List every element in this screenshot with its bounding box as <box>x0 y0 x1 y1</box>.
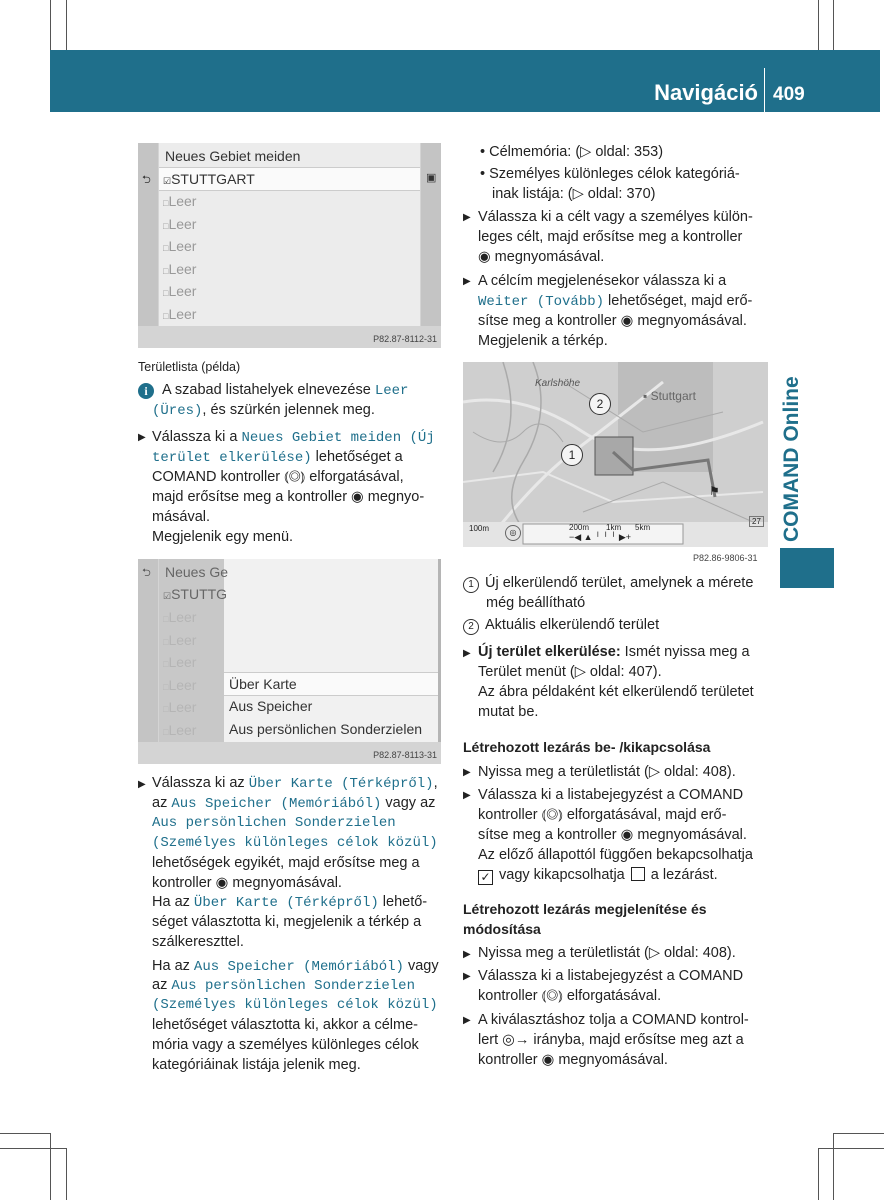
step-code: Aus persönlichen Sonderzielen <box>152 815 396 831</box>
screen-title: Neues Ge <box>165 564 229 580</box>
side-tab-bar <box>780 548 834 588</box>
step-text: kontroller ◉ megnyomásával. <box>152 875 342 891</box>
step-text: sítse meg a kontroller ◉ megnyomásával. <box>478 313 747 329</box>
screen-menu-panel <box>224 559 438 742</box>
crop-mark <box>66 1148 67 1200</box>
screen-title: Neues Gebiet meiden <box>165 148 301 164</box>
step-arrow-icon: ▶ <box>138 432 146 443</box>
step-text: majd erősítse meg a kontroller ◉ megnyo- <box>152 489 425 505</box>
step-arrow-icon: ▶ <box>463 949 471 960</box>
step-text: lehetőségek egyikét, majd erősítse meg a <box>152 855 420 871</box>
step-text: mutat be. <box>478 704 539 720</box>
crop-mark <box>66 0 67 50</box>
step-text: Megjelenik egy menü. <box>152 529 294 545</box>
crop-mark <box>50 1133 51 1200</box>
image-code: P82.87-8113-31 <box>373 750 437 760</box>
menu-item-sonderziele[interactable]: Aus persönlichen Sonderzielen <box>229 721 423 737</box>
step-text: kontroller ⦅◎⦆ elforgatásával, majd erő- <box>478 807 727 823</box>
crop-mark <box>818 1148 819 1200</box>
step-text: sítse meg a kontroller ◉ megnyomásával. <box>478 827 747 843</box>
section-heading: Létrehozott lezárás megjelenítése és <box>463 901 707 917</box>
map-scale-slider[interactable]: −◀ ▲ ╵ ╵ ╵ ▶+ <box>569 532 632 542</box>
list-item[interactable]: □Leer <box>163 193 197 209</box>
bullet-item: • Személyes különleges célok kategóriá- <box>480 166 740 182</box>
map-compass-icon: ◎ <box>505 525 521 541</box>
crop-mark <box>833 1133 834 1200</box>
step-text: Válassza ki a célt vagy a személyes külön- <box>478 209 753 225</box>
map-scale-label: 1km <box>606 523 622 532</box>
checkbox-icon: □ <box>163 243 169 253</box>
section-heading: Létrehozott lezárás be- /kikapcsolása <box>463 739 711 755</box>
step-text: ✓ vagy kikapcsolhatja a lezárást. <box>478 865 718 885</box>
map-marker-1: 1 <box>561 444 583 466</box>
step-arrow-icon: ▶ <box>463 1015 471 1026</box>
step-text: A kiválasztáshoz tolja a COMAND kontrol- <box>478 1012 749 1028</box>
step-text: kategóriáinak listája jelenik meg. <box>152 1057 361 1073</box>
map-scale-left: 100m <box>469 524 490 533</box>
step-text: Megjelenik a térkép. <box>478 333 608 349</box>
save-icon: ▣ <box>426 172 437 184</box>
step-text: terület elkerülése) lehetőséget a <box>152 449 403 466</box>
step-text: lehetőséget választotta ki, akkor a célme- <box>152 1017 418 1033</box>
section-heading: módosítása <box>463 921 541 937</box>
crop-mark <box>833 1133 884 1134</box>
list-item: □Leer <box>163 609 197 625</box>
crop-mark <box>50 0 51 50</box>
info-text: A szabad listahelyek elnevezése Leer <box>162 382 409 399</box>
info-text: (Üres), és szürkén jelennek meg. <box>152 402 375 419</box>
step-text: ◉ megnyomásával. <box>478 249 605 265</box>
step-text: leges célt, majd erősítse meg a kontroller <box>478 229 743 245</box>
checkbox-checked-icon: ☑ <box>163 591 172 601</box>
crop-mark <box>833 0 834 50</box>
step-text: Terület menüt (▷ oldal: 407). <box>478 664 662 680</box>
back-icon: ⮌ <box>142 567 151 579</box>
crop-mark <box>0 1133 50 1134</box>
map-graphic <box>463 362 768 547</box>
map-marker-2: 2 <box>589 393 611 415</box>
step-text: másával. <box>152 509 211 525</box>
step-text: Válassza ki a listabejegyzést a COMAND <box>478 787 744 803</box>
list-item-selected: ☑STUTTG <box>163 586 228 602</box>
list-item: □Leer <box>163 699 197 715</box>
step-text: Ha az Aus Speicher (Memóriából) vagy <box>152 958 439 975</box>
step-text: Az ábra példaként két elkerülendő területet <box>478 684 754 700</box>
bullet-item: inak listája: (▷ oldal: 370) <box>492 186 656 202</box>
step-arrow-icon: ▶ <box>463 212 471 223</box>
side-tab-label: COMAND Online <box>780 376 803 542</box>
step-text: Válassza ki az Über Karte (Térképről), <box>152 775 438 792</box>
screen-menu <box>138 559 441 764</box>
map-scale-label: 200m <box>569 523 590 532</box>
figure-caption: Területlista (példa) <box>138 360 241 374</box>
legend-item: még beállítható <box>486 595 586 611</box>
list-item-selected[interactable]: ☑STUTTGART <box>163 171 255 187</box>
step-text: Válassza ki a Neues Gebiet meiden (Új <box>152 429 435 446</box>
step-text: Válassza ki a listabejegyzést a COMAND <box>478 968 744 984</box>
menu-item-aus-speicher[interactable]: Aus Speicher <box>229 698 313 714</box>
step-text: séget választotta ki, megjelenik a térkép a <box>152 914 422 930</box>
step-text: Ha az Über Karte (Térképről) lehető- <box>152 894 428 911</box>
checkbox-icon: □ <box>163 221 169 231</box>
list-item: □Leer <box>163 654 197 670</box>
checkbox-icon: □ <box>163 198 169 208</box>
legend-item: 1 Új elkerülendő terület, amelynek a mérete <box>463 573 753 593</box>
step-text: kontroller ◉ megnyomásával. <box>478 1052 668 1068</box>
header-title: Navigáció <box>654 80 758 105</box>
step-text: Nyissa meg a területlistát (▷ oldal: 408). <box>478 764 736 780</box>
map-place-label: ▪ Stuttgart <box>643 389 696 403</box>
checkbox-icon: □ <box>163 288 169 298</box>
crop-mark <box>818 0 819 50</box>
header-divider <box>764 68 765 112</box>
step-text: szálkereszttel. <box>152 934 244 950</box>
screen-left-strip <box>138 559 158 742</box>
image-code: P82.87-8112-31 <box>373 334 437 344</box>
step-text: Az előző állapottól függően bekapcsolhatja <box>478 847 753 863</box>
step-text: lert ◎→ irányba, majd erősítse meg azt a <box>478 1032 744 1048</box>
checkbox-empty-icon <box>631 867 645 881</box>
image-code: P82.86-9806-31 <box>693 553 758 563</box>
checkbox-icon: □ <box>163 311 169 321</box>
map-destination-flag-icon: ⚑ <box>709 484 720 498</box>
screen-menu-edge <box>438 559 441 742</box>
screen-area-list <box>138 143 441 348</box>
step-code: (Személyes különleges célok közül) <box>152 835 438 851</box>
list-item: □Leer <box>163 632 197 648</box>
map-scale-label: 5km <box>635 523 651 532</box>
list-item[interactable]: □Leer <box>163 216 197 232</box>
step-code: (Személyes különleges célok közül) <box>152 997 438 1013</box>
list-item[interactable]: □Leer <box>163 238 197 254</box>
checkbox-checked-icon: ☑ <box>163 176 172 186</box>
step-arrow-icon: ▶ <box>138 779 146 790</box>
list-item: □Leer <box>163 722 197 738</box>
legend-item: 2 Aktuális elkerülendő terület <box>463 615 659 635</box>
checkbox-icon: □ <box>163 266 169 276</box>
step-arrow-icon: ▶ <box>463 971 471 982</box>
page-number: 409 <box>773 84 805 105</box>
step-text: kontroller ⦅◎⦆ elforgatásával. <box>478 988 662 1004</box>
back-icon: ⮌ <box>142 174 151 186</box>
map-screen <box>463 362 768 547</box>
crop-mark <box>0 1148 66 1149</box>
step-arrow-icon: ▶ <box>463 276 471 287</box>
step-text: az Aus Speicher (Memóriából) vagy az <box>152 795 436 812</box>
step-arrow-icon: ▶ <box>463 790 471 801</box>
step-text: mória vagy a személyes különleges célok <box>152 1037 419 1053</box>
checkbox-checked-icon: ✓ <box>478 870 493 885</box>
map-badge: 27 <box>749 516 764 527</box>
step-arrow-icon: ▶ <box>463 648 471 659</box>
step-text: Új terület elkerülése: Ismét nyissa meg a <box>478 644 750 660</box>
step-text: Weiter (Tovább) lehetőséget, majd erő- <box>478 293 753 310</box>
crop-mark <box>818 1148 884 1149</box>
step-text: A célcím megjelenésekor válassza ki a <box>478 273 727 289</box>
step-text: COMAND kontroller ⦅◎⦆ elforgatásával, <box>152 469 404 485</box>
list-item[interactable]: □Leer <box>163 306 197 322</box>
menu-item-label: Über Karte <box>229 676 297 692</box>
list-item[interactable]: □Leer <box>163 283 197 299</box>
list-item: □Leer <box>163 677 197 693</box>
map-place-label: Karlshöhe <box>535 378 581 389</box>
step-text: Nyissa meg a területlistát (▷ oldal: 408). <box>478 945 736 961</box>
bullet-item: • Célmemória: (▷ oldal: 353) <box>480 144 664 160</box>
list-item[interactable]: □Leer <box>163 261 197 277</box>
step-text: az Aus persönlichen Sonderzielen <box>152 977 415 994</box>
info-icon: i <box>138 383 154 399</box>
step-arrow-icon: ▶ <box>463 767 471 778</box>
